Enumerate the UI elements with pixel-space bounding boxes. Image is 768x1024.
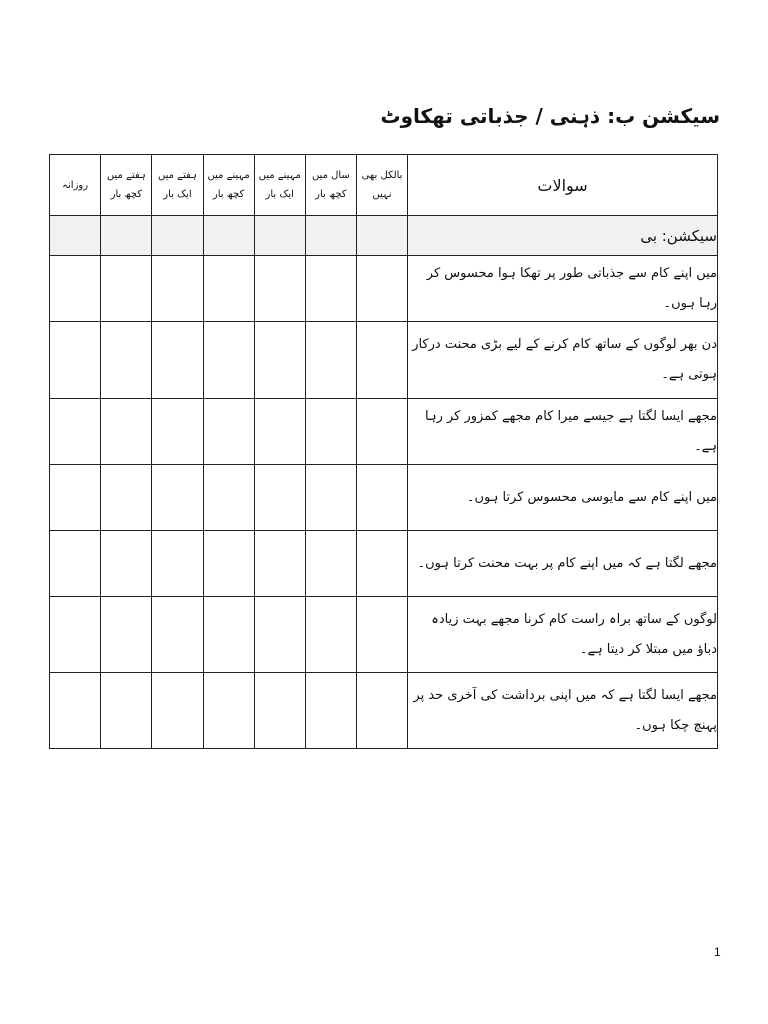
response-cell[interactable] <box>305 531 356 597</box>
response-cell[interactable] <box>356 399 407 465</box>
response-cell[interactable] <box>50 322 101 399</box>
response-cell[interactable] <box>356 597 407 673</box>
questions-header: سوالات <box>408 155 718 216</box>
freq-header-never: بالکل بھی نہیں <box>356 155 407 216</box>
freq-header-few-times-month: مہینے میں کچھ بار <box>203 155 254 216</box>
freq-header-few-times-week: ہفتے میں کچھ بار <box>101 155 152 216</box>
response-cell[interactable] <box>356 673 407 749</box>
table-row <box>50 531 718 597</box>
response-cell[interactable] <box>356 531 407 597</box>
response-cell[interactable] <box>254 322 305 399</box>
freq-header-once-month: مہینے میں ایک بار <box>254 155 305 216</box>
freq-header-daily: روزانہ <box>50 155 101 216</box>
response-cell[interactable] <box>305 465 356 531</box>
question-text: میں اپنے کام سے جذباتی طور پر تھکا ہوا محسوس کر رہا ہوں۔ <box>408 256 718 322</box>
response-cell[interactable] <box>152 256 203 322</box>
page-number: 1 <box>714 945 721 959</box>
question-text: مجھے ایسا لگتا ہے جیسے میرا کام مجھے کمزور کر رہا ہے۔ <box>408 399 718 465</box>
freq-header-once-week: ہفتے میں ایک بار <box>152 155 203 216</box>
response-cell[interactable] <box>152 531 203 597</box>
response-cell[interactable] <box>50 597 101 673</box>
response-cell[interactable] <box>254 399 305 465</box>
response-cell[interactable] <box>152 322 203 399</box>
response-cell[interactable] <box>50 256 101 322</box>
freq-header-few-times-year: سال میں کچھ بار <box>305 155 356 216</box>
response-cell[interactable] <box>305 399 356 465</box>
response-cell[interactable] <box>203 256 254 322</box>
question-text: دن بھر لوگوں کے ساتھ کام کرنے کے لیے بڑی محنت درکار ہوتی ہے۔ <box>408 322 718 399</box>
question-text: مجھے ایسا لگتا ہے کہ میں اپنی برداشت کی آخری حد پر پہنچ چکا ہوں۔ <box>408 673 718 749</box>
response-cell[interactable] <box>101 322 152 399</box>
response-cell[interactable] <box>305 673 356 749</box>
question-text: لوگوں کے ساتھ براہ راست کام کرنا مجھے بہت زیادہ دباؤ میں مبتلا کر دیتا ہے۔ <box>408 597 718 673</box>
response-cell[interactable] <box>50 399 101 465</box>
response-cell[interactable] <box>152 399 203 465</box>
response-cell[interactable] <box>152 673 203 749</box>
response-cell[interactable] <box>356 465 407 531</box>
question-text: میں اپنے کام سے مایوسی محسوس کرتا ہوں۔ <box>408 465 718 531</box>
response-cell[interactable] <box>305 322 356 399</box>
response-cell[interactable] <box>101 256 152 322</box>
response-cell[interactable] <box>101 597 152 673</box>
response-cell[interactable] <box>152 465 203 531</box>
response-cell[interactable] <box>254 531 305 597</box>
response-cell[interactable] <box>101 465 152 531</box>
response-cell[interactable] <box>254 256 305 322</box>
table-row <box>50 597 718 673</box>
header-row <box>50 155 718 216</box>
response-cell[interactable] <box>203 597 254 673</box>
response-cell[interactable] <box>101 673 152 749</box>
response-cell[interactable] <box>305 256 356 322</box>
response-cell[interactable] <box>101 399 152 465</box>
question-text: مجھے لگتا ہے کہ میں اپنے کام پر بہت محنت کرتا ہوں۔ <box>408 531 718 597</box>
response-cell[interactable] <box>254 465 305 531</box>
response-cell[interactable] <box>203 673 254 749</box>
table-row <box>50 673 718 749</box>
response-cell[interactable] <box>152 597 203 673</box>
response-cell[interactable] <box>254 597 305 673</box>
table-row <box>50 322 718 399</box>
section-label: سیکشن: بی <box>408 216 718 256</box>
response-cell[interactable] <box>50 465 101 531</box>
response-cell[interactable] <box>356 256 407 322</box>
table-row <box>50 399 718 465</box>
response-cell[interactable] <box>50 531 101 597</box>
response-cell[interactable] <box>305 597 356 673</box>
response-cell[interactable] <box>50 673 101 749</box>
section-title: سیکشن ب: ذہنی / جذباتی تھکاوٹ <box>380 104 720 128</box>
table-row <box>50 465 718 531</box>
response-cell[interactable] <box>203 465 254 531</box>
response-cell[interactable] <box>101 531 152 597</box>
section-row <box>50 216 718 256</box>
response-cell[interactable] <box>254 673 305 749</box>
response-cell[interactable] <box>203 322 254 399</box>
response-cell[interactable] <box>203 399 254 465</box>
response-cell[interactable] <box>356 322 407 399</box>
response-cell[interactable] <box>203 531 254 597</box>
table-row <box>50 256 718 322</box>
survey-table <box>49 154 718 749</box>
